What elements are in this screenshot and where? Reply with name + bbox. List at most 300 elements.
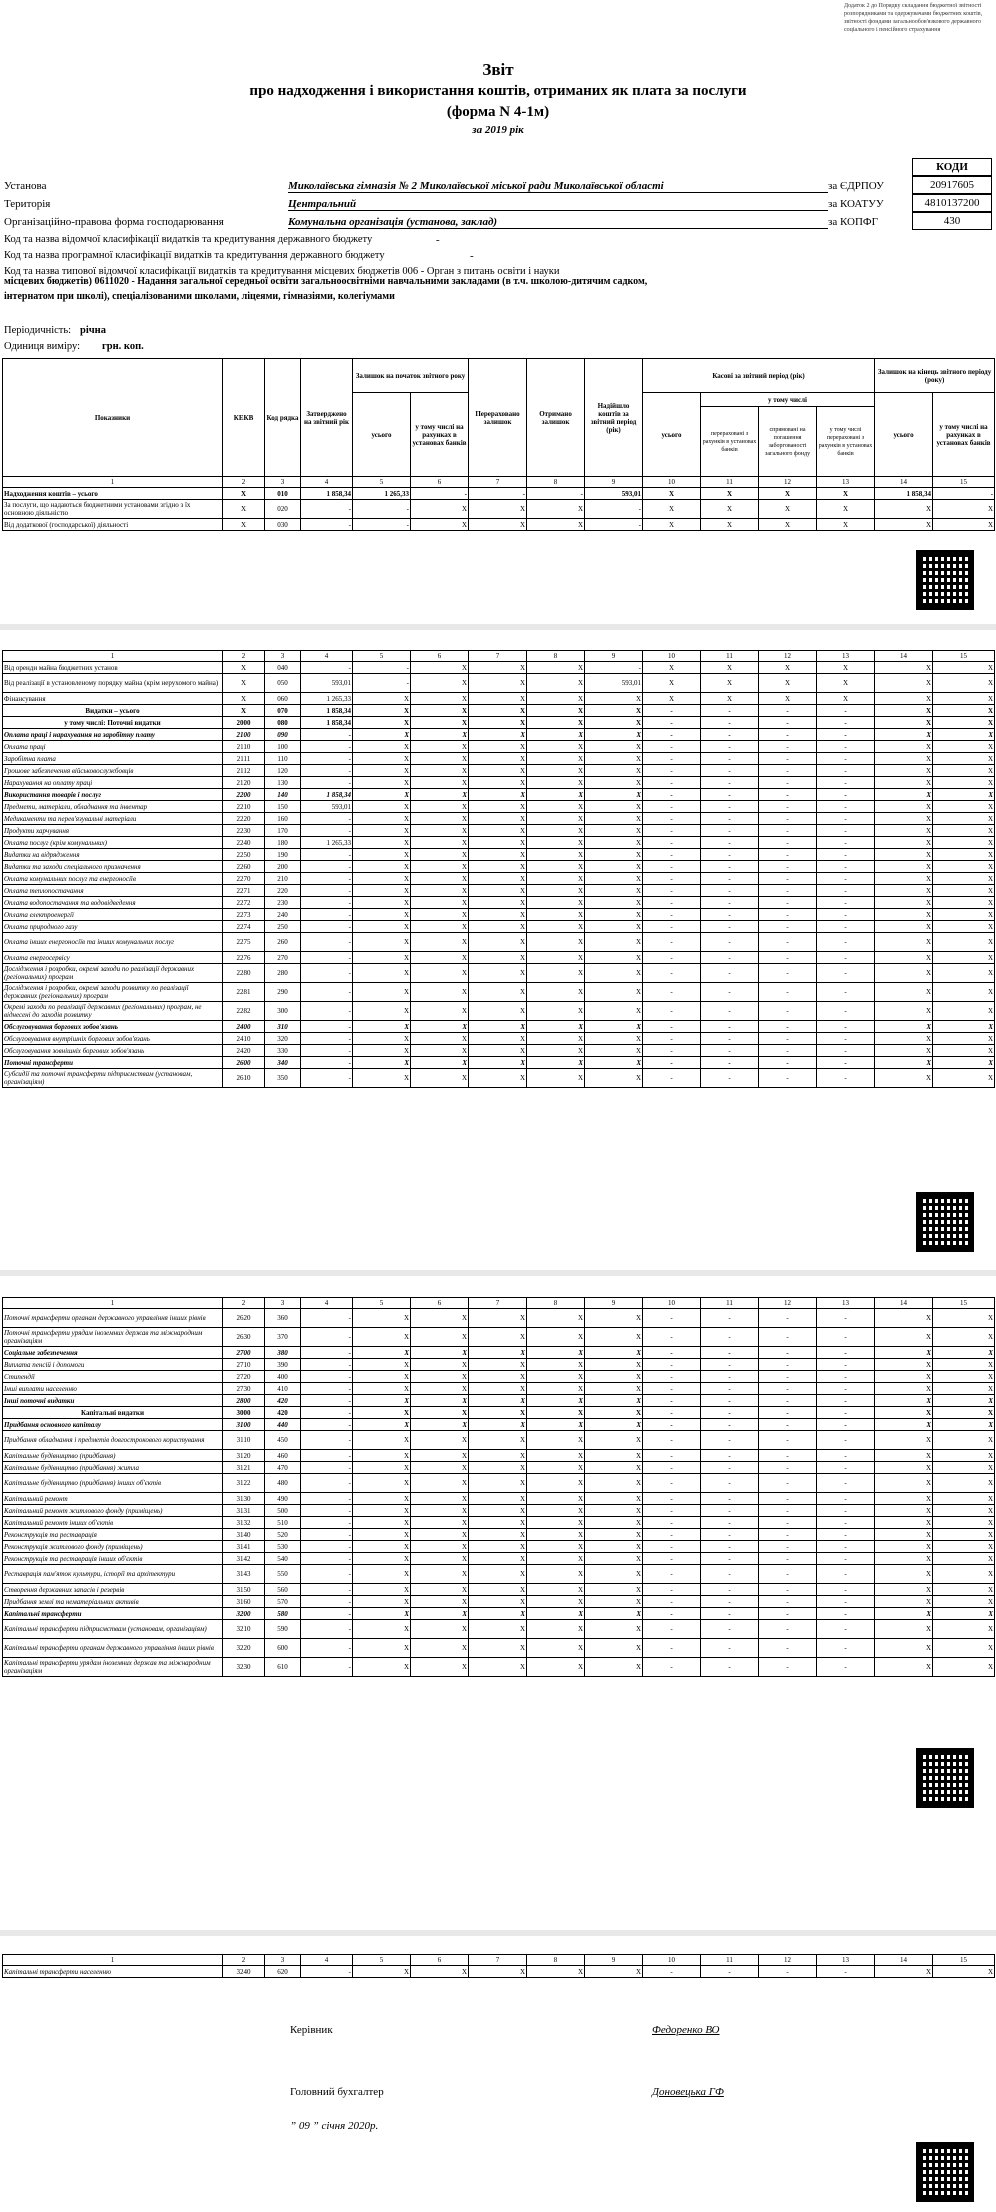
report-subtitle: про надходження і використання коштів, отриманих як плата за послуги (249, 83, 747, 99)
table-cell: X (759, 519, 817, 531)
table-cell: - (701, 1553, 759, 1565)
table-cell: X (411, 1529, 469, 1541)
table-cell: - (817, 717, 875, 729)
table-cell: - (643, 1529, 701, 1541)
table-cell: X (353, 1620, 411, 1639)
col-nadiyshlo: Надійшло коштів за звітний період (рік) (585, 359, 643, 477)
table-cell: 2630 (223, 1328, 265, 1347)
table-cell: X (527, 1565, 585, 1584)
table-cell: X (875, 1033, 933, 1045)
table-cell: 480 (265, 1474, 301, 1493)
table-cell: - (759, 873, 817, 885)
table-cell: X (933, 1584, 995, 1596)
table-cell: - (701, 1033, 759, 1045)
table-cell: - (643, 1966, 701, 1978)
table-cell: X (353, 933, 411, 952)
table-cell: X (527, 1505, 585, 1517)
table-cell: - (301, 1309, 353, 1328)
table-cell: 3140 (223, 1529, 265, 1541)
table-cell: X (411, 1620, 469, 1639)
table-cell: 2420 (223, 1045, 265, 1057)
table-row (3, 983, 995, 1002)
table-cell: - (759, 1033, 817, 1045)
table-row (3, 825, 995, 837)
table-cell: X (353, 849, 411, 861)
table-cell: X (875, 1450, 933, 1462)
table-cell: X (585, 1419, 643, 1431)
table-cell: X (875, 729, 933, 741)
column-number: 5 (353, 651, 411, 662)
table-cell: 060 (265, 693, 301, 705)
row-label: Нарахування на оплату праці (3, 777, 223, 789)
row-label: Капітальні трансферти підприємствам (установам, організаціям) (3, 1620, 223, 1639)
edrpou-label: за ЄДРПОУ (828, 180, 884, 192)
column-number: 6 (411, 1298, 469, 1309)
column-number: 14 (875, 651, 933, 662)
table-cell: X (411, 873, 469, 885)
table-cell: - (643, 1505, 701, 1517)
table-cell: 3150 (223, 1584, 265, 1596)
table-cell: X (469, 1553, 527, 1565)
table-cell: - (643, 837, 701, 849)
table-cell: X (527, 1359, 585, 1371)
table-cell: X (933, 849, 995, 861)
line-typovoi: Код та назва типової відомчої класифікації видатків та кредитування місцевих бюджетів 006 - Орган з питань освіти і науки (4, 266, 560, 277)
table-cell: - (701, 1658, 759, 1677)
table-cell: - (817, 1639, 875, 1658)
column-numbers-row (3, 651, 995, 662)
column-number: 7 (469, 1955, 527, 1966)
table-cell: 260 (265, 933, 301, 952)
row-label: Субсидії та поточні трансферти підприємствам (установам, організаціям) (3, 1069, 223, 1088)
table-cell: 2410 (223, 1033, 265, 1045)
table-cell: 540 (265, 1553, 301, 1565)
table-cell: X (527, 1450, 585, 1462)
col-zal-kin-usoho: усього (875, 393, 933, 477)
table-cell: - (759, 1608, 817, 1620)
table-cell: - (411, 488, 469, 500)
table-cell: X (933, 789, 995, 801)
table-cell: - (759, 897, 817, 909)
table-row (3, 1045, 995, 1057)
row-label: Капітальне будівництво (придбання) житла (3, 1462, 223, 1474)
table-cell: - (759, 921, 817, 933)
row-label: Оплата послуг (крім комунальних) (3, 837, 223, 849)
table-cell: X (527, 1474, 585, 1493)
table-cell: 2000 (223, 717, 265, 729)
table-cell: - (817, 1309, 875, 1328)
page-separator (0, 624, 996, 630)
table-cell: 190 (265, 849, 301, 861)
table-cell: - (759, 729, 817, 741)
table-cell: X (585, 1505, 643, 1517)
table-cell: - (701, 1541, 759, 1553)
table-cell: - (759, 849, 817, 861)
table-cell: - (759, 1383, 817, 1395)
table-cell: - (643, 1541, 701, 1553)
table-cell: X (875, 1505, 933, 1517)
table-cell: - (817, 1045, 875, 1057)
table-cell: X (411, 1966, 469, 1978)
column-number: 3 (265, 1955, 301, 1966)
column-number: 1 (3, 1955, 223, 1966)
table-cell: X (701, 674, 759, 693)
table-cell: X (469, 741, 527, 753)
table-cell: - (301, 1002, 353, 1021)
col-zal-kin-banks: у тому числі на рахунках в установах банків (933, 393, 995, 477)
table-cell: - (643, 813, 701, 825)
table-cell: X (411, 500, 469, 519)
column-number: 14 (875, 1298, 933, 1309)
table-cell: 120 (265, 765, 301, 777)
table-cell: X (469, 849, 527, 861)
report-form: (форма N 4-1м) (446, 104, 550, 120)
column-number: 12 (759, 1298, 817, 1309)
column-number: 2 (223, 651, 265, 662)
table-cell: X (585, 983, 643, 1002)
table-row (3, 933, 995, 952)
column-number: 11 (701, 477, 759, 488)
table-cell: X (585, 1450, 643, 1462)
table-cell: 050 (265, 674, 301, 693)
table-cell: - (817, 1658, 875, 1677)
column-number: 6 (411, 651, 469, 662)
row-label: Капітальні видатки (3, 1407, 223, 1419)
column-number: 1 (3, 1298, 223, 1309)
row-label: Реконструкція та реставрація (3, 1529, 223, 1541)
table-cell: - (817, 1033, 875, 1045)
table-cell: 2200 (223, 789, 265, 801)
table-cell: - (301, 1419, 353, 1431)
table-cell: X (469, 801, 527, 813)
table-cell: X (223, 662, 265, 674)
table-cell: X (469, 1517, 527, 1529)
row-label: Обслуговування боргових зобов'язань (3, 1021, 223, 1033)
row-label: Грошове забезпечення військовослужбовців (3, 765, 223, 777)
table-cell: X (411, 897, 469, 909)
table-cell: X (353, 1529, 411, 1541)
table-cell: 130 (265, 777, 301, 789)
table-cell: 2281 (223, 983, 265, 1002)
table-cell: X (817, 693, 875, 705)
table-cell: 3240 (223, 1966, 265, 1978)
table-cell: X (585, 897, 643, 909)
table-cell: - (643, 1057, 701, 1069)
table-cell: X (527, 952, 585, 964)
table-cell: X (411, 1328, 469, 1347)
table-cell: X (353, 1021, 411, 1033)
table-row (3, 717, 995, 729)
table-cell: X (875, 1069, 933, 1088)
table-cell: X (469, 861, 527, 873)
table-cell: X (527, 500, 585, 519)
table-cell: X (933, 753, 995, 765)
row-label: Оплата праці і нарахування на заробітну плату (3, 729, 223, 741)
row-label: Оплата теплопостачання (3, 885, 223, 897)
table-cell: - (817, 861, 875, 873)
table-cell: X (469, 1450, 527, 1462)
table-cell: X (469, 717, 527, 729)
table-cell: X (353, 1584, 411, 1596)
table-cell: - (301, 1431, 353, 1450)
table-cell: X (353, 1966, 411, 1978)
table-cell: 2275 (223, 933, 265, 952)
table-cell: 080 (265, 717, 301, 729)
table-cell: X (585, 933, 643, 952)
table-row (3, 1431, 995, 1450)
column-numbers-row (3, 477, 995, 488)
table-cell: X (933, 909, 995, 921)
table-cell: X (469, 964, 527, 983)
table-cell: 2210 (223, 801, 265, 813)
table-cell: X (353, 1608, 411, 1620)
terytoriia-value: Центральний (288, 198, 828, 211)
table-cell: X (469, 873, 527, 885)
table-cell: X (933, 1069, 995, 1088)
table-cell: X (527, 662, 585, 674)
table-row (3, 873, 995, 885)
table-cell: X (701, 500, 759, 519)
table-cell: 3132 (223, 1517, 265, 1529)
table-cell: 2730 (223, 1383, 265, 1395)
table-cell: X (643, 674, 701, 693)
table-row (3, 519, 995, 531)
table-cell: - (643, 1596, 701, 1608)
table-row (3, 1658, 995, 1677)
table-cell: X (469, 1395, 527, 1407)
table-cell: X (411, 519, 469, 531)
kerivnyk-label: Керівник (290, 2024, 333, 2036)
table-cell: X (933, 983, 995, 1002)
table-cell: - (701, 1419, 759, 1431)
table-cell: X (411, 717, 469, 729)
table-cell: X (469, 1419, 527, 1431)
table-cell: X (875, 674, 933, 693)
table-cell: - (759, 1309, 817, 1328)
table-cell: X (353, 983, 411, 1002)
table-cell: X (933, 1395, 995, 1407)
table-cell: X (875, 765, 933, 777)
forma-value: Комунальна організація (установа, заклад) (288, 216, 828, 229)
table-cell: - (301, 1517, 353, 1529)
table-cell: - (301, 885, 353, 897)
table-cell: 090 (265, 729, 301, 741)
table-cell: 1 858,34 (301, 488, 353, 500)
periodychnist-label: Періодичність: (4, 325, 72, 336)
line-vidomchoi: Код та назва відомчої класифікації видатків та кредитування державного бюджету (4, 234, 373, 245)
table-cell: - (817, 909, 875, 921)
table-cell: - (759, 1474, 817, 1493)
table-cell: 3141 (223, 1541, 265, 1553)
table-cell: - (301, 1565, 353, 1584)
table-cell: 370 (265, 1328, 301, 1347)
table-cell: 593,01 (301, 801, 353, 813)
table-cell: X (585, 1309, 643, 1328)
table-cell: X (759, 500, 817, 519)
table-cell: - (817, 1517, 875, 1529)
table-cell: - (701, 1309, 759, 1328)
table-cell: X (933, 1450, 995, 1462)
column-number: 10 (643, 651, 701, 662)
table-cell: - (301, 1620, 353, 1639)
table-cell: - (643, 849, 701, 861)
row-label: Видатки – усього (3, 705, 223, 717)
table-cell: - (301, 1033, 353, 1045)
table-cell: - (817, 1419, 875, 1431)
table-cell: X (353, 909, 411, 921)
table-cell: X (527, 861, 585, 873)
table-cell: - (701, 861, 759, 873)
table-cell: - (301, 933, 353, 952)
table-cell: - (701, 1328, 759, 1347)
table-cell: - (301, 1347, 353, 1359)
table-cell: X (527, 897, 585, 909)
table-cell: - (301, 1057, 353, 1069)
table-cell: - (817, 777, 875, 789)
table-row (3, 500, 995, 519)
table-cell: 100 (265, 741, 301, 753)
table-cell: 2700 (223, 1347, 265, 1359)
table-cell: X (469, 777, 527, 789)
table-cell: X (875, 873, 933, 885)
table-cell: X (469, 1002, 527, 1021)
column-number: 13 (817, 1298, 875, 1309)
table-cell: - (301, 952, 353, 964)
qr-code-icon (916, 2142, 974, 2202)
table-cell: X (875, 1309, 933, 1328)
table-cell: X (469, 1359, 527, 1371)
table-cell: 2260 (223, 861, 265, 873)
table-cell: - (817, 1505, 875, 1517)
table-cell: X (527, 1584, 585, 1596)
table-cell: - (353, 662, 411, 674)
table-cell: X (527, 983, 585, 1002)
table-cell: X (817, 488, 875, 500)
table-cell: X (933, 921, 995, 933)
table-cell: - (759, 717, 817, 729)
table-cell: - (301, 753, 353, 765)
report-period: за 2019 рік (472, 124, 524, 136)
report-title: Звіт (482, 60, 514, 79)
table-cell: X (643, 500, 701, 519)
col-kas-sprym: спрямовані на погашення заборгованості загального фонду (759, 407, 817, 477)
table-cell: - (817, 849, 875, 861)
row-label: Оплата природного газу (3, 921, 223, 933)
table-cell: - (759, 1620, 817, 1639)
table-cell: - (643, 1493, 701, 1505)
table-cell: X (469, 1584, 527, 1596)
table-cell: X (353, 741, 411, 753)
table-cell: 3142 (223, 1553, 265, 1565)
table-cell: 470 (265, 1462, 301, 1474)
table-cell: X (759, 674, 817, 693)
row-label: Капітальний ремонт (3, 1493, 223, 1505)
table-cell: X (933, 813, 995, 825)
table-cell: X (933, 873, 995, 885)
table-cell: X (469, 1620, 527, 1639)
table-cell: - (759, 1069, 817, 1088)
row-label: Оплата праці (3, 741, 223, 753)
table-cell: - (817, 1431, 875, 1450)
column-number: 15 (933, 1298, 995, 1309)
table-cell: X (353, 729, 411, 741)
table-cell: X (469, 897, 527, 909)
row-label: Капітальні трансферти урядам іноземних держав та міжнародним організаціям (3, 1658, 223, 1677)
table-cell: 3110 (223, 1431, 265, 1450)
table-cell: X (527, 717, 585, 729)
table-cell: X (585, 1002, 643, 1021)
table-cell: - (759, 1328, 817, 1347)
table-cell: - (643, 789, 701, 801)
table-cell: X (411, 1033, 469, 1045)
table-cell: X (875, 500, 933, 519)
table-cell: - (643, 1608, 701, 1620)
table-cell: - (817, 933, 875, 952)
qr-code-icon (916, 550, 974, 610)
table-row (3, 801, 995, 813)
table-cell: 3131 (223, 1505, 265, 1517)
table-cell: X (527, 1383, 585, 1395)
table-cell: - (759, 1347, 817, 1359)
table-cell: X (353, 1565, 411, 1584)
table-cell: - (301, 1658, 353, 1677)
table-cell: X (585, 1565, 643, 1584)
table-cell: - (301, 1474, 353, 1493)
column-number: 6 (411, 477, 469, 488)
table-cell: 2270 (223, 873, 265, 885)
row-label: Капітальне будівництво (придбання) інших об'єктів (3, 1474, 223, 1493)
table-cell: X (353, 777, 411, 789)
table-cell: - (759, 1450, 817, 1462)
column-number: 13 (817, 651, 875, 662)
table-row (3, 1553, 995, 1565)
table-cell: X (933, 1493, 995, 1505)
table-cell: - (701, 813, 759, 825)
table-cell: 2112 (223, 765, 265, 777)
code-kopfg: 430 (912, 212, 992, 230)
table-cell: X (933, 1596, 995, 1608)
table-cell: - (643, 1474, 701, 1493)
table-cell: - (301, 765, 353, 777)
table-cell: X (469, 1407, 527, 1419)
table-cell: X (933, 765, 995, 777)
row-label: Поточні трансферти урядам іноземних держав та міжнародним організаціям (3, 1328, 223, 1347)
row-label: Надходження коштів – усього (3, 488, 223, 500)
table-cell: X (411, 1517, 469, 1529)
table-row (3, 1371, 995, 1383)
table-cell: X (585, 825, 643, 837)
col-kasovi: Касові за звітний період (рік) (643, 359, 875, 393)
table-cell: X (875, 1462, 933, 1474)
table-cell: X (933, 1639, 995, 1658)
table-cell: X (585, 849, 643, 861)
table-cell: - (933, 488, 995, 500)
table-cell: X (353, 1505, 411, 1517)
table-cell: X (933, 885, 995, 897)
table-cell: - (701, 825, 759, 837)
table-cell: X (701, 488, 759, 500)
table-row (3, 1328, 995, 1347)
table-cell: 330 (265, 1045, 301, 1057)
table-cell: - (759, 1966, 817, 1978)
table-cell: X (701, 662, 759, 674)
table-cell: 2240 (223, 837, 265, 849)
table-cell: - (643, 1450, 701, 1462)
table-cell: X (585, 873, 643, 885)
table-cell: 2400 (223, 1021, 265, 1033)
table-cell: X (411, 801, 469, 813)
table-cell: X (875, 813, 933, 825)
